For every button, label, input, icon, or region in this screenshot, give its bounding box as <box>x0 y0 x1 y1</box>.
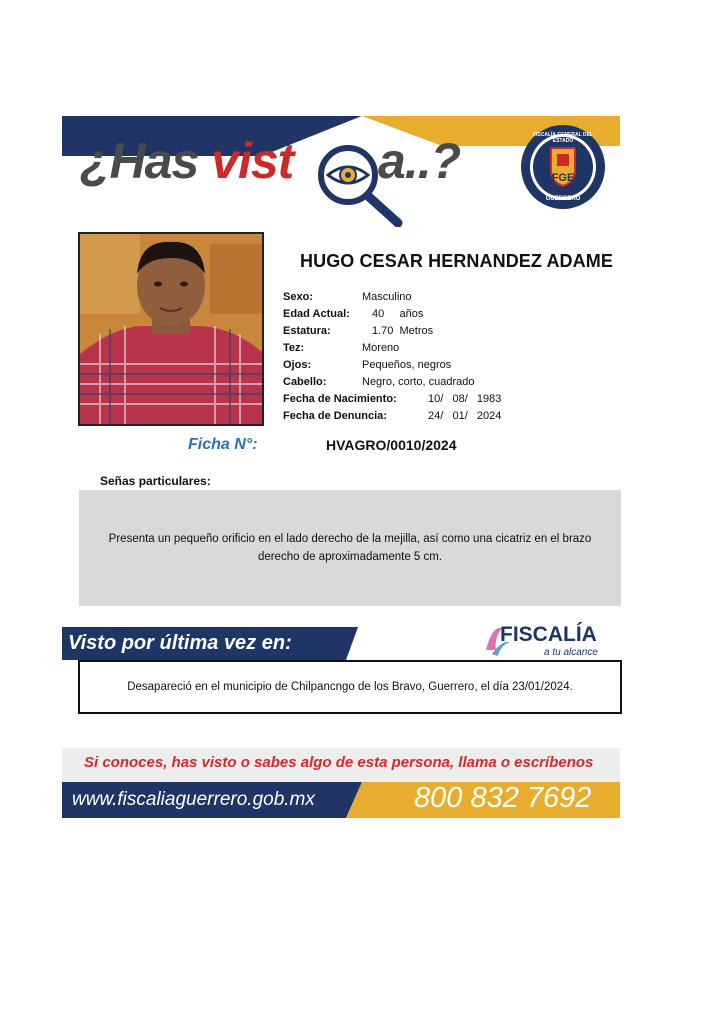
field-value-ojos: Pequeños, negros <box>362 359 452 371</box>
field-label-ojos: Ojos: <box>283 359 312 371</box>
person-name: HUGO CESAR HERNANDEZ ADAME <box>300 251 613 271</box>
field-label-sexo: Sexo: <box>283 291 313 303</box>
field-value-edad: 40 años <box>372 308 424 320</box>
field-value-estatura: 1.70 Metros <box>372 325 434 337</box>
field-label-estatura: Estatura: <box>283 325 331 337</box>
field-value-cabello: Negro, corto, cuadrado <box>362 376 475 388</box>
field-value-sexo: Masculino <box>362 291 412 303</box>
field-label-edad: Edad Actual: <box>283 308 350 320</box>
badge-acronym: FGE <box>551 172 575 184</box>
last-seen-box <box>78 660 622 714</box>
field-value-tez: Moreno <box>362 342 400 354</box>
badge-ring-top: FISCALÍA GENERAL DEL ESTADO <box>532 132 593 144</box>
field-value-nacimiento: 10/ 08/ 1983 <box>428 393 502 405</box>
ficha-number: HVAGRO/0010/2024 <box>326 437 457 453</box>
field-label-tez: Tez: <box>283 342 305 354</box>
ficha-label: Ficha N°: <box>188 436 258 453</box>
last-seen-text: Desapareció en el municipio de Chilpancngo de los Bravo, Guerrero, el día 23/01/2024. <box>127 681 573 693</box>
senas-title: Señas particulares: <box>100 474 211 488</box>
visto-heading: Visto por última vez en: <box>68 632 292 654</box>
senas-text: Presenta un pequeño orificio en el lado derecho de la mejilla, así como una cicatriz en el brazo derecho de aproximadamente 5 cm. <box>108 533 592 563</box>
banner-title-part1: ¿Has vist <box>80 133 294 189</box>
banner-title-part2: a..? <box>378 133 461 189</box>
footer-website-link[interactable]: www.fiscaliaguerrero.gob.mx <box>72 789 315 810</box>
field-label-nacimiento: Fecha de Nacimiento: <box>283 393 397 405</box>
senas-box <box>79 490 621 606</box>
field-label-cabello: Cabello: <box>283 376 327 388</box>
person-photo <box>78 232 264 426</box>
field-value-denuncia: 24/ 01/ 2024 <box>428 410 502 422</box>
footer-phone-number[interactable]: 800 832 7692 <box>414 782 592 814</box>
badge-ring-bottom: GUERRERO <box>545 196 581 202</box>
footer-call-to-action: Si conoces, has visto o sabes algo de esta persona, llama o escríbenos <box>84 754 594 771</box>
field-label-denuncia: Fecha de Denuncia: <box>283 410 387 422</box>
banner-title <box>80 132 293 190</box>
fiscalia-logo-name: FISCALÍA <box>500 623 597 646</box>
fiscalia-logo-tagline: a tu alcance <box>544 647 598 658</box>
